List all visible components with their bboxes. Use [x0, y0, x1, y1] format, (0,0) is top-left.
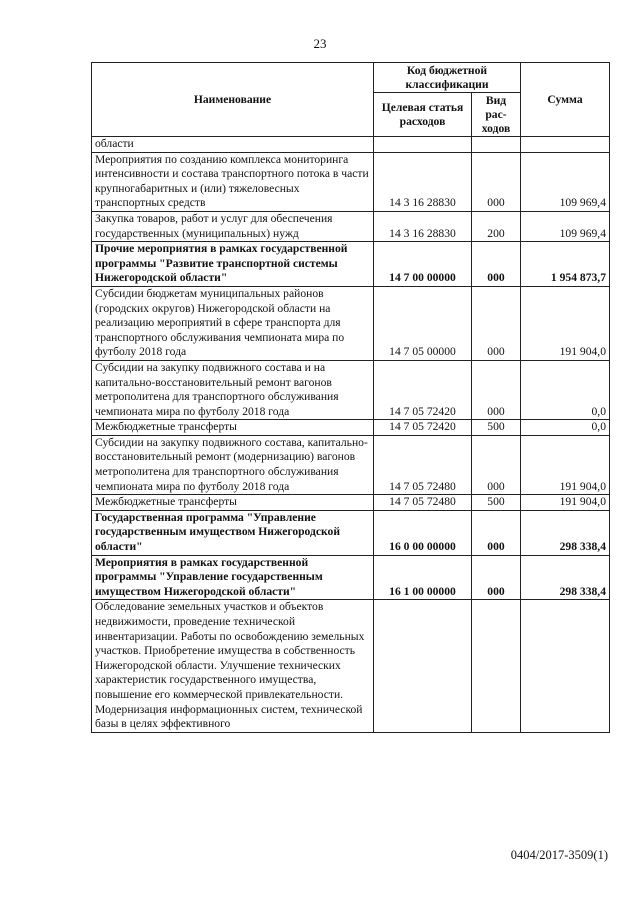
- table-row: [92, 555, 610, 600]
- row-target-article: [374, 137, 472, 153]
- row-expense-type: 200: [472, 211, 521, 241]
- row-expense-type: 000: [472, 435, 521, 494]
- row-expense-type: [472, 137, 521, 153]
- table-row: [92, 360, 610, 419]
- table-row: [92, 242, 610, 287]
- row-name: Субсидии на закупку подвижного состава, капитально-восстановительный ремонт (модернизацию) вагонов метрополитена для транспортного обслуживания чемпионата мира по футболу 2018 года: [92, 435, 374, 494]
- row-expense-type: 500: [472, 420, 521, 436]
- row-expense-type: 000: [472, 510, 521, 555]
- row-target-article: 14 7 05 72480: [374, 495, 472, 511]
- row-name: Субсидии на закупку подвижного состава и на капитально-восстановительный ремонт вагонов метрополитена для транспортного обслуживания чемпионата мира по футболу 2018 года: [92, 360, 374, 419]
- table-body: [92, 137, 610, 733]
- header-amount: Сумма: [521, 63, 610, 137]
- row-name: Субсидии бюджетам муниципальных районов (городских округов) Нижегородской области на реализацию мероприятий в сфере транспорта для транспортного обслуживания чемпионата мира по футболу 2018 года: [92, 286, 374, 360]
- row-name: области: [92, 137, 374, 153]
- row-name: Мероприятия по созданию комплекса мониторинга интенсивности и состава транспортного потока в части крупногабаритных и (или) тяжеловесных транспортных средств: [92, 152, 374, 211]
- header-name: Наименование: [92, 63, 374, 137]
- row-amount: 191 904,0: [521, 286, 610, 360]
- row-amount: 1 954 873,7: [521, 242, 610, 287]
- row-target-article: 14 7 00 00000: [374, 242, 472, 287]
- row-amount: 109 969,4: [521, 211, 610, 241]
- row-amount: 0,0: [521, 360, 610, 419]
- row-target-article: 16 1 00 00000: [374, 555, 472, 600]
- table-row: [92, 286, 610, 360]
- row-expense-type: 000: [472, 242, 521, 287]
- row-name: Межбюджетные трансферты: [92, 420, 374, 436]
- row-amount: 109 969,4: [521, 152, 610, 211]
- header-expense-type: Вид рас- ходов: [472, 93, 521, 137]
- row-amount: 298 338,4: [521, 555, 610, 600]
- row-target-article: 14 3 16 28830: [374, 211, 472, 241]
- table-row: [92, 600, 610, 732]
- row-amount: 0,0: [521, 420, 610, 436]
- header-target-article: Целевая статья расходов: [374, 93, 472, 137]
- row-amount: [521, 137, 610, 153]
- row-expense-type: 000: [472, 360, 521, 419]
- table-row: [92, 435, 610, 494]
- row-amount: 191 904,0: [521, 495, 610, 511]
- table-row: [92, 420, 610, 436]
- row-name: Межбюджетные трансферты: [92, 495, 374, 511]
- row-target-article: 16 0 00 00000: [374, 510, 472, 555]
- row-name: Государственная программа "Управление государственным имуществом Нижегородской области": [92, 510, 374, 555]
- table-row: [92, 137, 610, 153]
- document-code: 0404/2017-3509(1): [510, 848, 608, 862]
- row-name: Прочие мероприятия в рамках государственной программы "Развитие транспортной системы Нижегородской области": [92, 242, 374, 287]
- row-amount: 298 338,4: [521, 510, 610, 555]
- table-row: [92, 495, 610, 511]
- row-target-article: 14 7 05 72480: [374, 435, 472, 494]
- row-name: Обследование земельных участков и объектов недвижимости, проведение технической инвентаризации. Работы по освобождению земельных участков. Приобретение имущества в собственность Нижегородской области. Улучшение технических характеристик государственного имущества, повышение его коммерческой привлекательности. Модернизация информационных систем, технической базы в целях эффективного: [92, 600, 374, 732]
- table-row: [92, 510, 610, 555]
- row-name: Мероприятия в рамках государственной программы "Управление государственным имуществом Нижегородской области": [92, 555, 374, 600]
- row-amount: [521, 600, 610, 732]
- row-expense-type: 500: [472, 495, 521, 511]
- row-name: Закупка товаров, работ и услуг для обеспечения государственных (муниципальных) нужд: [92, 211, 374, 241]
- budget-table: [91, 62, 610, 733]
- row-target-article: 14 7 05 00000: [374, 286, 472, 360]
- page-number: 23: [313, 36, 327, 51]
- table-row: [92, 211, 610, 241]
- header-classification: Код бюджетной классификации: [374, 63, 521, 93]
- row-expense-type: [472, 600, 521, 732]
- table-row: [92, 152, 610, 211]
- row-amount: 191 904,0: [521, 435, 610, 494]
- row-expense-type: 000: [472, 286, 521, 360]
- row-expense-type: 000: [472, 555, 521, 600]
- row-target-article: 14 3 16 28830: [374, 152, 472, 211]
- row-expense-type: 000: [472, 152, 521, 211]
- row-target-article: [374, 600, 472, 732]
- row-target-article: 14 7 05 72420: [374, 360, 472, 419]
- row-target-article: 14 7 05 72420: [374, 420, 472, 436]
